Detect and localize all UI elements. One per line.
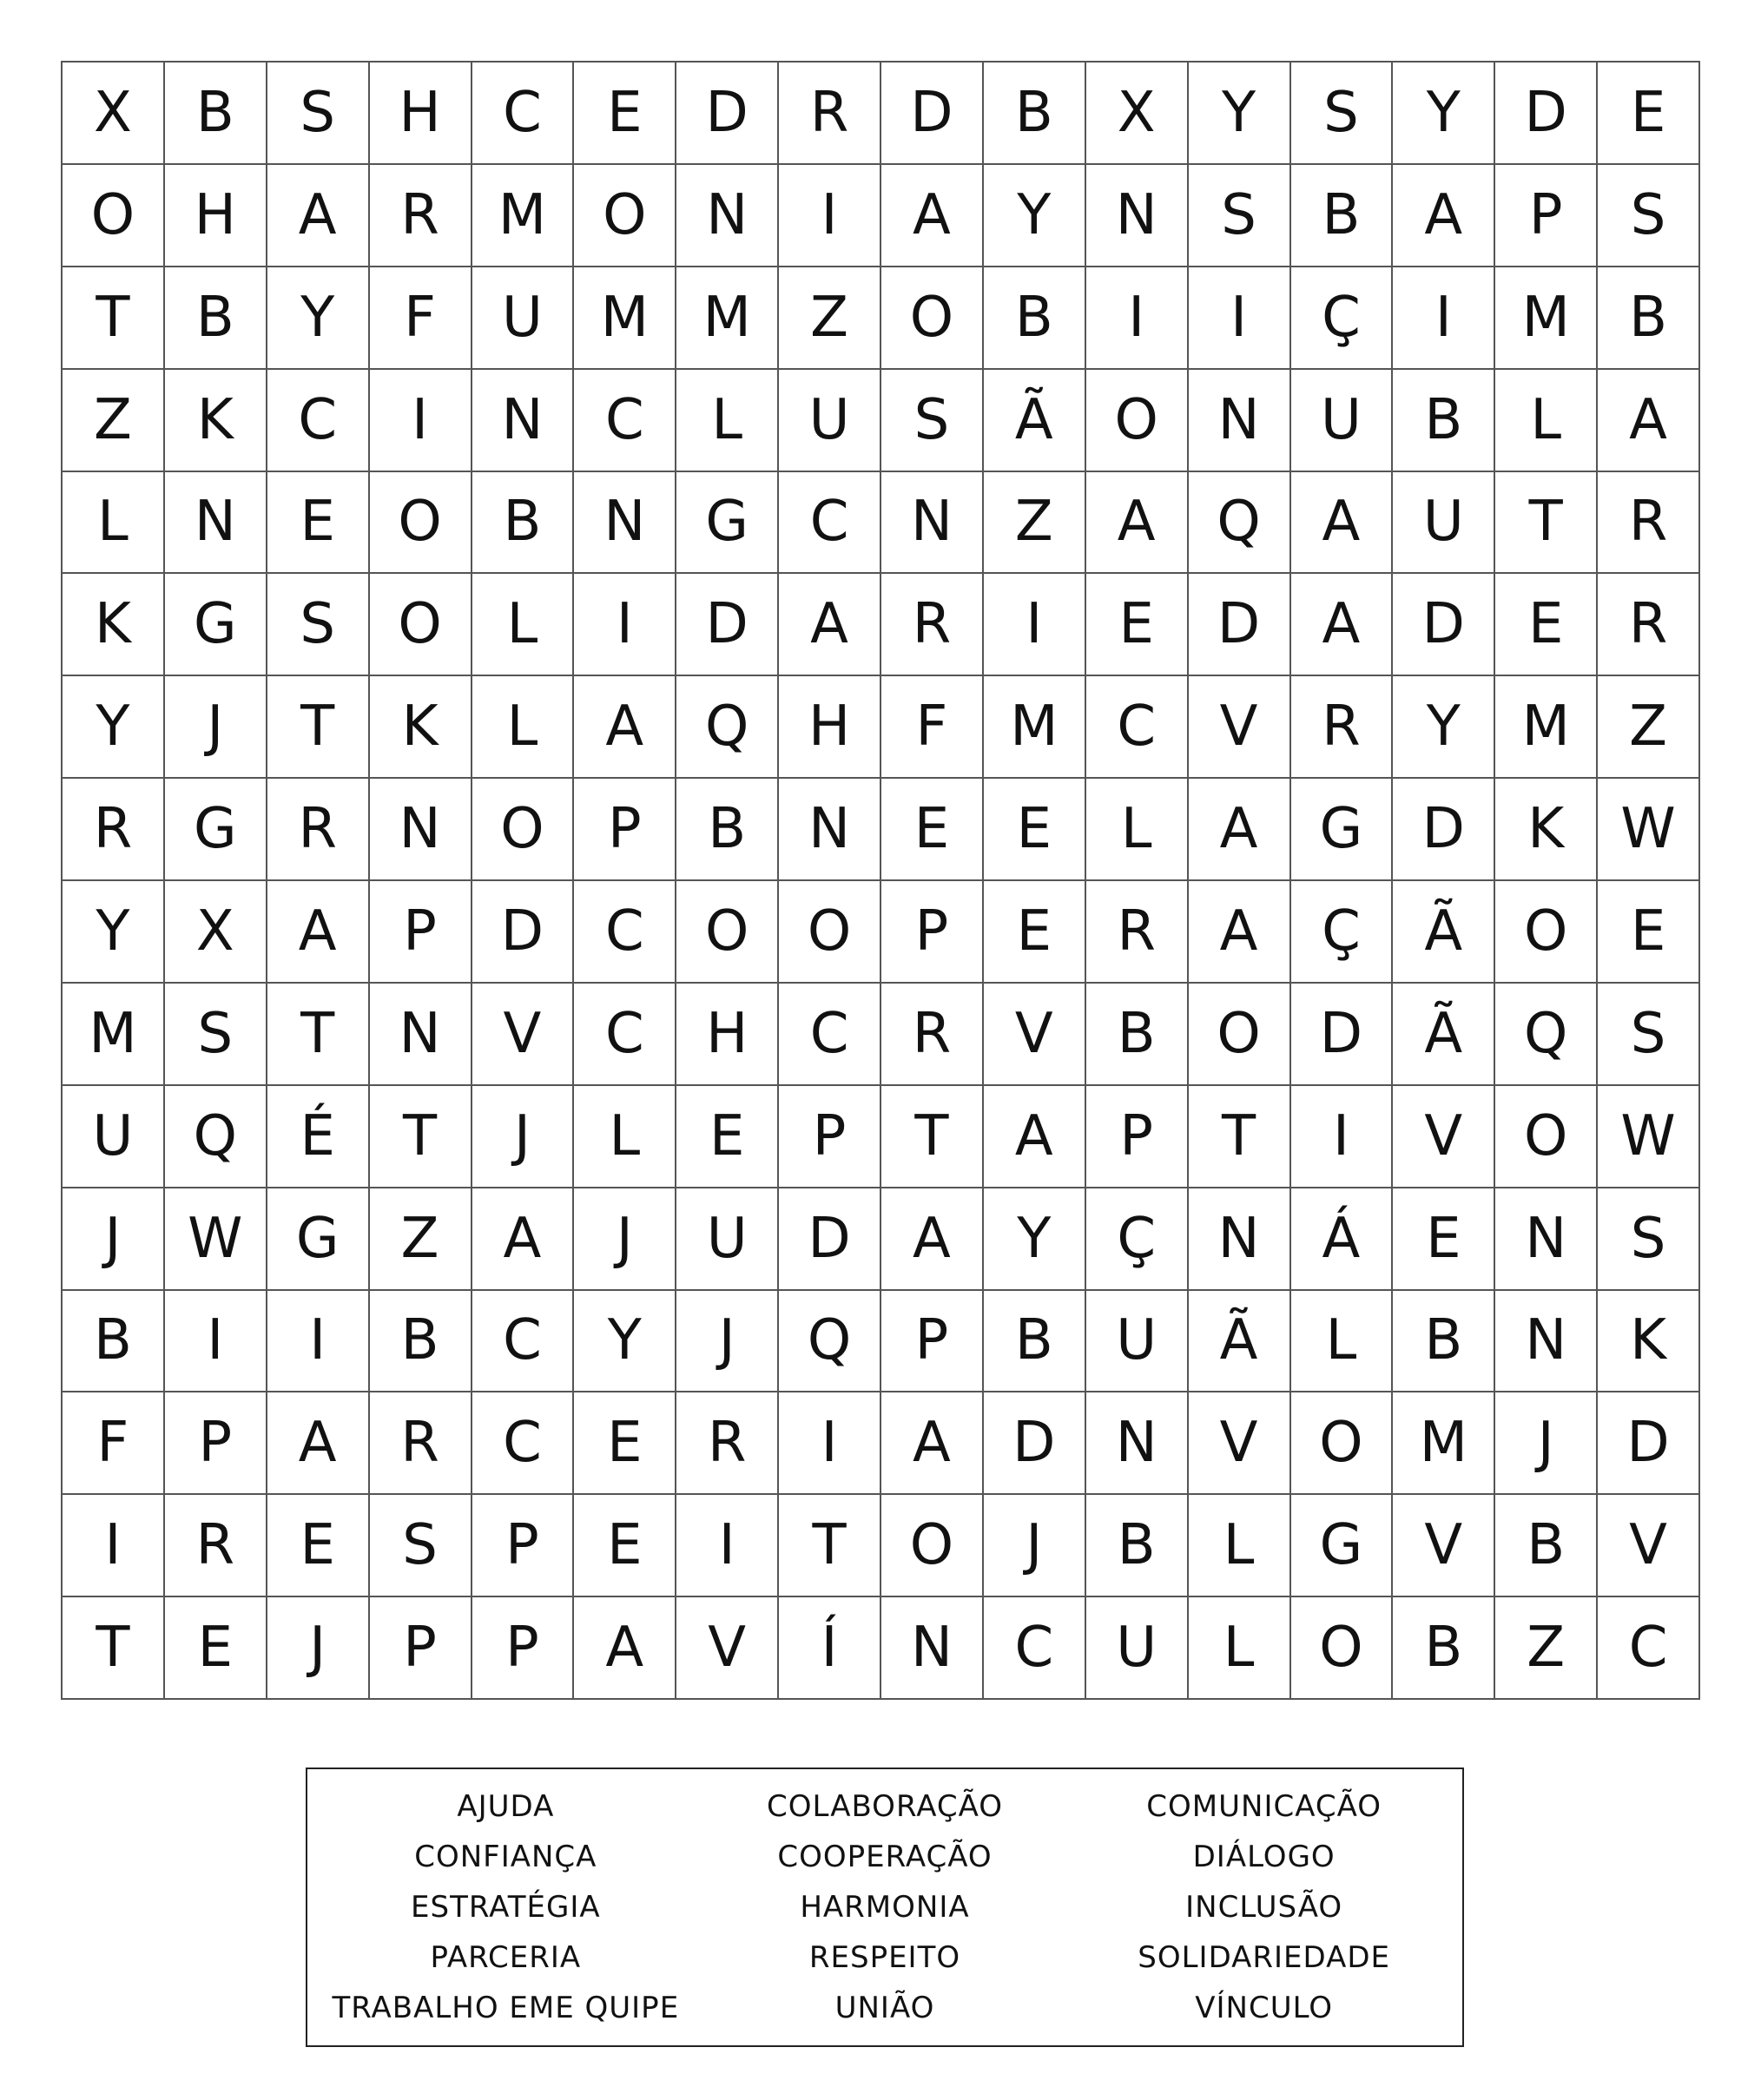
grid-cell[interactable]: N xyxy=(881,1597,984,1700)
grid-cell[interactable]: P xyxy=(1086,1086,1189,1188)
grid-cell[interactable]: C xyxy=(984,1597,1086,1700)
word-search-grid xyxy=(61,61,1700,1700)
grid-cell[interactable]: B xyxy=(984,1291,1086,1393)
grid-cell[interactable]: A xyxy=(267,165,370,267)
grid-cell[interactable]: M xyxy=(63,984,165,1086)
grid-cell[interactable]: Ç xyxy=(1291,267,1394,370)
grid-cell[interactable]: J xyxy=(63,1188,165,1291)
grid-cell[interactable]: U xyxy=(63,1086,165,1188)
grid-cell[interactable]: A xyxy=(267,1392,370,1495)
grid-cell[interactable]: K xyxy=(165,370,267,472)
grid-cell[interactable]: D xyxy=(676,63,779,165)
grid-cell[interactable]: T xyxy=(1189,1086,1291,1188)
grid-cell[interactable]: A xyxy=(1086,472,1189,575)
grid-cell[interactable]: R xyxy=(881,574,984,676)
grid-cell[interactable]: Q xyxy=(779,1291,881,1393)
grid-cell[interactable]: O xyxy=(881,1495,984,1597)
grid-cell[interactable]: I xyxy=(63,1495,165,1597)
grid-cell[interactable]: O xyxy=(676,881,779,984)
grid-cell[interactable]: Y xyxy=(1393,676,1495,779)
grid-cell[interactable]: Y xyxy=(984,1188,1086,1291)
grid-cell[interactable]: S xyxy=(1189,165,1291,267)
grid-cell[interactable]: E xyxy=(984,881,1086,984)
grid-cell[interactable]: D xyxy=(1495,63,1598,165)
grid-cell[interactable]: Z xyxy=(370,1188,472,1291)
grid-cell[interactable]: F xyxy=(881,676,984,779)
grid-cell[interactable]: U xyxy=(1393,472,1495,575)
grid-cell[interactable]: Z xyxy=(984,472,1086,575)
grid-cell[interactable]: T xyxy=(370,1086,472,1188)
grid-cell[interactable]: D xyxy=(779,1188,881,1291)
grid-cell[interactable]: I xyxy=(779,1392,881,1495)
grid-cell[interactable]: D xyxy=(881,63,984,165)
grid-cell[interactable]: E xyxy=(984,779,1086,881)
grid-cell[interactable]: A xyxy=(1598,370,1700,472)
grid-cell[interactable]: H xyxy=(165,165,267,267)
word-list-item: SOLIDARIEDADE xyxy=(1138,1940,1391,1975)
grid-cell[interactable]: O xyxy=(370,472,472,575)
grid-cell[interactable]: K xyxy=(63,574,165,676)
grid-cell[interactable]: Q xyxy=(676,676,779,779)
grid-cell[interactable]: I xyxy=(779,165,881,267)
grid-cell[interactable]: T xyxy=(1495,472,1598,575)
word-list-item: ESTRATÉGIA xyxy=(411,1890,601,1925)
grid-cell[interactable]: W xyxy=(1598,779,1700,881)
grid-cell[interactable]: N xyxy=(1189,370,1291,472)
grid-cell[interactable]: L xyxy=(1189,1597,1291,1700)
grid-cell[interactable]: E xyxy=(1495,574,1598,676)
grid-cell[interactable]: E xyxy=(267,1495,370,1597)
grid-cell[interactable]: C xyxy=(1598,1597,1700,1700)
grid-cell[interactable]: L xyxy=(1086,779,1189,881)
grid-cell[interactable]: R xyxy=(1598,574,1700,676)
grid-cell[interactable]: T xyxy=(779,1495,881,1597)
grid-cell[interactable]: S xyxy=(1598,984,1700,1086)
grid-cell[interactable]: N xyxy=(574,472,676,575)
grid-cell[interactable]: X xyxy=(63,63,165,165)
grid-cell[interactable]: U xyxy=(1086,1597,1189,1700)
grid-cell[interactable]: V xyxy=(1393,1495,1495,1597)
grid-cell[interactable]: V xyxy=(984,984,1086,1086)
grid-cell[interactable]: Ç xyxy=(1291,881,1394,984)
word-list-item: TRABALHO EME QUIPE xyxy=(332,1991,680,2025)
grid-cell[interactable]: B xyxy=(1086,1495,1189,1597)
grid-cell[interactable]: D xyxy=(1598,1392,1700,1495)
grid-cell[interactable]: S xyxy=(1598,165,1700,267)
grid-cell[interactable]: T xyxy=(63,267,165,370)
grid-cell[interactable]: V xyxy=(1189,1392,1291,1495)
grid-cell[interactable]: B xyxy=(165,267,267,370)
grid-cell[interactable]: P xyxy=(574,779,676,881)
grid-cell[interactable]: R xyxy=(370,1392,472,1495)
grid-cell[interactable]: P xyxy=(779,1086,881,1188)
grid-cell[interactable]: Ã xyxy=(1189,1291,1291,1393)
grid-cell[interactable]: A xyxy=(267,881,370,984)
grid-cell[interactable]: L xyxy=(472,574,575,676)
grid-cell[interactable]: R xyxy=(676,1392,779,1495)
grid-cell[interactable]: C xyxy=(779,472,881,575)
grid-cell[interactable]: M xyxy=(676,267,779,370)
grid-cell[interactable]: Í xyxy=(779,1597,881,1700)
grid-cell[interactable]: D xyxy=(1393,574,1495,676)
grid-cell[interactable]: C xyxy=(1086,676,1189,779)
grid-cell[interactable]: K xyxy=(370,676,472,779)
grid-cell[interactable]: Y xyxy=(63,881,165,984)
grid-cell[interactable]: N xyxy=(1189,1188,1291,1291)
grid-cell[interactable]: P xyxy=(881,881,984,984)
grid-cell[interactable]: G xyxy=(1291,779,1394,881)
grid-cell[interactable]: R xyxy=(370,165,472,267)
grid-cell[interactable]: Z xyxy=(63,370,165,472)
grid-cell[interactable]: P xyxy=(165,1392,267,1495)
grid-cell[interactable]: B xyxy=(165,63,267,165)
grid-cell[interactable]: O xyxy=(1495,881,1598,984)
grid-cell[interactable]: I xyxy=(1291,1086,1394,1188)
grid-cell[interactable]: J xyxy=(1495,1392,1598,1495)
grid-cell[interactable]: H xyxy=(676,984,779,1086)
grid-cell[interactable]: Y xyxy=(1189,63,1291,165)
grid-cell[interactable]: E xyxy=(165,1597,267,1700)
grid-cell[interactable]: N xyxy=(472,370,575,472)
grid-cell[interactable]: É xyxy=(267,1086,370,1188)
grid-cell[interactable]: I xyxy=(267,1291,370,1393)
grid-cell[interactable]: P xyxy=(1495,165,1598,267)
grid-cell[interactable]: M xyxy=(984,676,1086,779)
grid-cell[interactable]: Z xyxy=(1495,1597,1598,1700)
grid-cell[interactable]: A xyxy=(574,676,676,779)
grid-cell[interactable]: S xyxy=(1291,63,1394,165)
grid-cell[interactable]: Ç xyxy=(1086,1188,1189,1291)
grid-cell[interactable]: O xyxy=(881,267,984,370)
grid-cell[interactable]: Q xyxy=(1495,984,1598,1086)
grid-cell[interactable]: O xyxy=(574,165,676,267)
grid-cell[interactable]: F xyxy=(370,267,472,370)
grid-cell[interactable]: D xyxy=(1189,574,1291,676)
grid-cell[interactable]: V xyxy=(472,984,575,1086)
grid-cell[interactable]: V xyxy=(1598,1495,1700,1597)
grid-cell[interactable]: K xyxy=(1598,1291,1700,1393)
grid-cell[interactable]: Z xyxy=(779,267,881,370)
grid-cell[interactable]: E xyxy=(574,63,676,165)
grid-cell[interactable]: Q xyxy=(1189,472,1291,575)
grid-cell[interactable]: E xyxy=(267,472,370,575)
grid-cell[interactable]: L xyxy=(1495,370,1598,472)
grid-cell[interactable]: W xyxy=(165,1188,267,1291)
grid-cell[interactable]: P xyxy=(370,1597,472,1700)
grid-cell[interactable]: A xyxy=(881,1392,984,1495)
grid-cell[interactable]: H xyxy=(370,63,472,165)
grid-cell[interactable]: Y xyxy=(574,1291,676,1393)
grid-cell[interactable]: B xyxy=(984,63,1086,165)
grid-cell[interactable]: B xyxy=(370,1291,472,1393)
grid-cell[interactable]: Y xyxy=(1393,63,1495,165)
grid-cell[interactable]: M xyxy=(1393,1392,1495,1495)
grid-cell[interactable]: U xyxy=(472,267,575,370)
grid-cell[interactable]: H xyxy=(779,676,881,779)
grid-cell[interactable]: E xyxy=(574,1495,676,1597)
word-list-item: VÍNCULO xyxy=(1195,1991,1334,2025)
grid-cell[interactable]: I xyxy=(984,574,1086,676)
word-list-item: COOPERAÇÃO xyxy=(777,1840,993,1874)
grid-cell[interactable]: G xyxy=(267,1188,370,1291)
grid-cell[interactable]: S xyxy=(267,63,370,165)
grid-cell[interactable]: A xyxy=(1291,574,1394,676)
grid-cell[interactable]: M xyxy=(1495,676,1598,779)
grid-cell[interactable]: E xyxy=(574,1392,676,1495)
grid-cell[interactable]: E xyxy=(881,779,984,881)
grid-cell[interactable]: A xyxy=(779,574,881,676)
grid-cell[interactable]: T xyxy=(881,1086,984,1188)
grid-cell[interactable]: N xyxy=(779,779,881,881)
grid-cell[interactable]: S xyxy=(370,1495,472,1597)
grid-cell[interactable]: I xyxy=(676,1495,779,1597)
grid-cell[interactable]: A xyxy=(1291,472,1394,575)
grid-cell[interactable]: E xyxy=(1598,881,1700,984)
grid-cell[interactable]: C xyxy=(574,984,676,1086)
grid-cell[interactable]: D xyxy=(1393,779,1495,881)
word-list-item: RESPEITO xyxy=(808,1940,961,1975)
grid-cell[interactable]: S xyxy=(165,984,267,1086)
grid-cell[interactable]: A xyxy=(1189,779,1291,881)
grid-cell[interactable]: J xyxy=(984,1495,1086,1597)
grid-cell[interactable]: Y xyxy=(267,267,370,370)
grid-cell[interactable]: N xyxy=(370,984,472,1086)
grid-cell[interactable]: L xyxy=(472,676,575,779)
grid-cell[interactable]: J xyxy=(676,1291,779,1393)
grid-cell[interactable]: E xyxy=(1086,574,1189,676)
grid-cell[interactable]: I xyxy=(165,1291,267,1393)
grid-cell[interactable]: S xyxy=(267,574,370,676)
grid-cell[interactable]: L xyxy=(1291,1291,1394,1393)
grid-cell[interactable]: A xyxy=(472,1188,575,1291)
word-list-item: AJUDA xyxy=(457,1789,555,1824)
grid-cell[interactable]: Z xyxy=(1598,676,1700,779)
word-list xyxy=(306,1768,1464,2047)
grid-cell[interactable]: C xyxy=(574,881,676,984)
grid-cell[interactable]: V xyxy=(1189,676,1291,779)
grid-cell[interactable]: C xyxy=(472,1392,575,1495)
grid-cell[interactable]: N xyxy=(1495,1188,1598,1291)
grid-cell[interactable]: U xyxy=(676,1188,779,1291)
grid-cell[interactable]: U xyxy=(779,370,881,472)
grid-cell[interactable]: T xyxy=(267,676,370,779)
grid-cell[interactable]: B xyxy=(1393,370,1495,472)
grid-cell[interactable]: E xyxy=(1598,63,1700,165)
grid-cell[interactable]: C xyxy=(472,63,575,165)
grid-cell[interactable]: O xyxy=(1189,984,1291,1086)
grid-cell[interactable]: V xyxy=(1393,1086,1495,1188)
grid-cell[interactable]: X xyxy=(165,881,267,984)
grid-cell[interactable]: P xyxy=(370,881,472,984)
grid-cell[interactable]: B xyxy=(1393,1597,1495,1700)
grid-cell[interactable]: R xyxy=(881,984,984,1086)
grid-cell[interactable]: R xyxy=(1086,881,1189,984)
grid-cell[interactable]: R xyxy=(165,1495,267,1597)
grid-cell[interactable]: B xyxy=(1598,267,1700,370)
grid-cell[interactable]: K xyxy=(1495,779,1598,881)
grid-cell[interactable]: J xyxy=(472,1086,575,1188)
grid-cell[interactable]: N xyxy=(1086,165,1189,267)
grid-cell[interactable]: N xyxy=(676,165,779,267)
grid-cell[interactable]: U xyxy=(1291,370,1394,472)
grid-cell[interactable]: O xyxy=(1495,1086,1598,1188)
grid-cell[interactable]: Ã xyxy=(984,370,1086,472)
grid-cell[interactable]: G xyxy=(676,472,779,575)
grid-cell[interactable]: C xyxy=(472,1291,575,1393)
grid-cell[interactable]: Ã xyxy=(1393,984,1495,1086)
grid-cell[interactable]: L xyxy=(63,472,165,575)
grid-cell[interactable]: M xyxy=(472,165,575,267)
grid-cell[interactable]: D xyxy=(676,574,779,676)
grid-cell[interactable]: I xyxy=(370,370,472,472)
grid-cell[interactable]: B xyxy=(1291,165,1394,267)
grid-cell[interactable]: A xyxy=(881,1188,984,1291)
grid-cell[interactable]: O xyxy=(1086,370,1189,472)
grid-cell[interactable]: O xyxy=(63,165,165,267)
grid-cell[interactable]: I xyxy=(1086,267,1189,370)
grid-cell[interactable]: U xyxy=(1086,1291,1189,1393)
grid-cell[interactable]: R xyxy=(1598,472,1700,575)
grid-cell[interactable]: X xyxy=(1086,63,1189,165)
grid-cell[interactable]: Q xyxy=(165,1086,267,1188)
grid-cell[interactable]: B xyxy=(676,779,779,881)
grid-cell[interactable]: B xyxy=(1086,984,1189,1086)
grid-cell[interactable]: A xyxy=(881,165,984,267)
grid-cell[interactable]: O xyxy=(1291,1597,1394,1700)
grid-cell[interactable]: P xyxy=(881,1291,984,1393)
grid-cell[interactable]: R xyxy=(267,779,370,881)
grid-cell[interactable]: N xyxy=(1086,1392,1189,1495)
grid-cell[interactable]: G xyxy=(165,779,267,881)
word-list-item: DIÁLOGO xyxy=(1192,1840,1336,1874)
grid-cell[interactable]: A xyxy=(984,1086,1086,1188)
grid-cell[interactable]: B xyxy=(63,1291,165,1393)
grid-cell[interactable]: N xyxy=(881,472,984,575)
grid-cell[interactable]: E xyxy=(676,1086,779,1188)
grid-cell[interactable]: Ã xyxy=(1393,881,1495,984)
grid-cell[interactable]: Y xyxy=(984,165,1086,267)
grid-cell[interactable]: F xyxy=(63,1392,165,1495)
grid-cell[interactable]: R xyxy=(63,779,165,881)
word-list-item: PARCERIA xyxy=(430,1940,582,1975)
grid-cell[interactable]: L xyxy=(574,1086,676,1188)
grid-cell[interactable]: E xyxy=(1393,1188,1495,1291)
grid-cell[interactable]: M xyxy=(1495,267,1598,370)
grid-cell[interactable]: B xyxy=(1393,1291,1495,1393)
word-list-item: COMUNICAÇÃO xyxy=(1146,1789,1382,1824)
grid-cell[interactable]: T xyxy=(63,1597,165,1700)
grid-cell[interactable]: C xyxy=(267,370,370,472)
grid-cell[interactable]: Á xyxy=(1291,1188,1394,1291)
grid-cell[interactable]: V xyxy=(676,1597,779,1700)
grid-cell[interactable]: C xyxy=(779,984,881,1086)
grid-cell[interactable]: D xyxy=(472,881,575,984)
grid-cell[interactable]: O xyxy=(472,779,575,881)
grid-cell[interactable]: N xyxy=(370,779,472,881)
grid-cell[interactable]: N xyxy=(1495,1291,1598,1393)
grid-cell[interactable]: N xyxy=(165,472,267,575)
grid-cell[interactable]: G xyxy=(165,574,267,676)
grid-cell[interactable]: I xyxy=(1393,267,1495,370)
grid-cell[interactable]: Y xyxy=(63,676,165,779)
grid-cell[interactable]: O xyxy=(1291,1392,1394,1495)
grid-cell[interactable]: L xyxy=(1189,1495,1291,1597)
word-list-item: UNIÃO xyxy=(834,1991,935,2025)
grid-cell[interactable]: O xyxy=(779,881,881,984)
grid-cell[interactable]: S xyxy=(881,370,984,472)
word-list-item: COLABORAÇÃO xyxy=(766,1789,1004,1824)
grid-cell[interactable]: C xyxy=(574,370,676,472)
grid-cell[interactable]: I xyxy=(574,574,676,676)
grid-cell[interactable]: A xyxy=(1189,881,1291,984)
grid-cell[interactable]: D xyxy=(984,1392,1086,1495)
word-list-item: CONFIANÇA xyxy=(414,1840,597,1874)
grid-cell[interactable]: A xyxy=(574,1597,676,1700)
grid-cell[interactable]: B xyxy=(984,267,1086,370)
grid-cell[interactable]: G xyxy=(1291,1495,1394,1597)
grid-cell[interactable]: B xyxy=(1495,1495,1598,1597)
grid-cell[interactable]: J xyxy=(165,676,267,779)
word-list-item: INCLUSÃO xyxy=(1185,1890,1343,1925)
grid-cell[interactable]: R xyxy=(1291,676,1394,779)
word-list-item: HARMONIA xyxy=(800,1890,970,1925)
grid-cell[interactable]: M xyxy=(574,267,676,370)
grid-cell[interactable]: P xyxy=(472,1495,575,1597)
grid-cell[interactable]: L xyxy=(676,370,779,472)
grid-cell[interactable]: D xyxy=(1291,984,1394,1086)
grid-cell[interactable]: A xyxy=(1393,165,1495,267)
grid-cell[interactable]: R xyxy=(779,63,881,165)
grid-cell[interactable]: W xyxy=(1598,1086,1700,1188)
grid-cell[interactable]: P xyxy=(472,1597,575,1700)
grid-cell[interactable]: I xyxy=(1189,267,1291,370)
grid-cell[interactable]: J xyxy=(574,1188,676,1291)
grid-cell[interactable]: B xyxy=(472,472,575,575)
grid-cell[interactable]: S xyxy=(1598,1188,1700,1291)
grid-cell[interactable]: T xyxy=(267,984,370,1086)
grid-cell[interactable]: O xyxy=(370,574,472,676)
grid-cell[interactable]: J xyxy=(267,1597,370,1700)
